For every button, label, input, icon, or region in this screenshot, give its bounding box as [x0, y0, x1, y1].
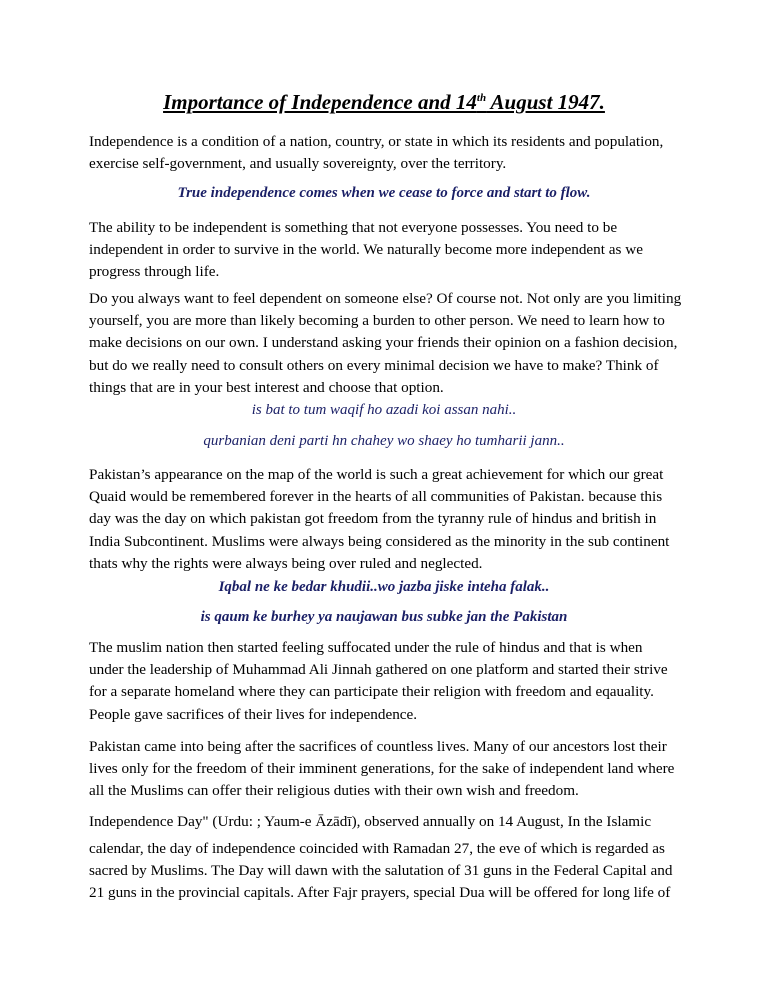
- paragraph-independence-day-first-line: [89, 811, 689, 833]
- paragraph-line: India Subcontinent. Muslims were always being considered as the minority in the sub continent: [89, 532, 670, 550]
- paragraph-muslim-nation: [89, 637, 689, 726]
- paragraph-line: thats why the rights were always being over ruled and neglected.: [89, 554, 483, 572]
- paragraph-line: Pakistan’s appearance on the map of the world is such a great achievement for which our great: [89, 466, 664, 483]
- verse-line-3: Iqbal ne ke bedar khudii..wo jazba jiske inteha falak..: [218, 579, 550, 595]
- paragraph-line: People gave sacrifices of their lives for independence.: [89, 705, 418, 723]
- title-end: August 1947.: [486, 90, 605, 114]
- paragraph-line: The ability to be independent is something that not everyone possesses. You need to be: [89, 219, 618, 236]
- paragraph-pakistan-appearance: [89, 464, 689, 575]
- paragraph-ability: [89, 217, 689, 284]
- paragraph-line: for a separate homeland where they can participate their religion with freedom and eqauality.: [89, 683, 654, 701]
- verse-line-4: is qaum ke burhey ya naujawan bus subke jan the Pakistan: [200, 609, 568, 625]
- paragraph-line: day was the day on which pakistan got freedom from the tyranny rule of hindus and british in: [89, 510, 657, 528]
- paragraph-line: all the Muslims can offer their religious duties with their own wish and freedom.: [89, 782, 579, 800]
- verse-line-1: is bat to tum waqif ho azadi koi assan nahi..: [251, 402, 517, 418]
- paragraph-line: calendar, the day of independence coincided with Ramadan 27, the eve of which is regarded as: [89, 840, 665, 857]
- paragraph-line: independent in order to survive in the world. We naturally become more independent as we: [89, 241, 643, 259]
- paragraph-line: Do you always want to feel dependent on someone else? Of course not. Not only are you limiting: [89, 290, 682, 307]
- title-main: Importance of Independence and 14: [163, 90, 477, 114]
- paragraph-line: Pakistan came into being after the sacrifices of countless lives. Many of our ancestors lost their: [89, 738, 667, 755]
- paragraph-line: Quaid would be remembered forever in the hearts of all communities of Pakistan. because this: [89, 488, 663, 506]
- paragraph-independence-day: [89, 838, 689, 905]
- paragraph-line: Independence is a condition of a nation, country, or state in which its residents and population,: [89, 133, 664, 150]
- page-title: [0, 90, 768, 115]
- verse-line-2: qurbanian deni parti hn chahey wo shaey ho tumharii jann..: [203, 433, 565, 449]
- paragraph-sacrifices: [89, 736, 689, 803]
- title-superscript: th: [476, 92, 487, 104]
- paragraph-line: exercise self-government, and usually sovereignty, over the territory.: [89, 155, 507, 173]
- paragraph-line: lives only for the freedom of their imminent generations, for the sake of independent land where: [89, 760, 675, 778]
- paragraph-line: things that are in your best interest and choose that option.: [89, 378, 444, 396]
- paragraph-definition: [89, 131, 689, 175]
- paragraph-line: under the leadership of Muhammad Ali Jinnah gathered on one platform and started their strive: [89, 661, 668, 679]
- paragraph-dependence: [89, 288, 689, 399]
- paragraph-line: The muslim nation then started feeling suffocated under the rule of hindus and that is when: [89, 639, 643, 656]
- paragraph-line: Independence Day" (Urdu: ; Yaum-e Āzādī), observed annually on 14 August, In the Islamic: [89, 813, 652, 830]
- paragraph-line: yourself, you are more than likely becoming a burden to other person. We need to learn how to: [89, 312, 665, 330]
- quote-true-independence: True independence comes when we cease to force and start to flow.: [177, 185, 591, 201]
- paragraph-line: make decisions on our own. I understand asking your friends their opinion on a fashion decision,: [89, 334, 678, 352]
- paragraph-line: progress through life.: [89, 263, 220, 281]
- paragraph-line: but do we really need to consult others on every minimal decision we have to make? Think of: [89, 356, 659, 374]
- paragraph-line: sacred by Muslims. The Day will dawn with the salutation of 31 guns in the Federal Capital and: [89, 862, 673, 880]
- paragraph-line: 21 guns in the provincial capitals. After Fajr prayers, special Dua will be offered for long life of: [89, 884, 671, 902]
